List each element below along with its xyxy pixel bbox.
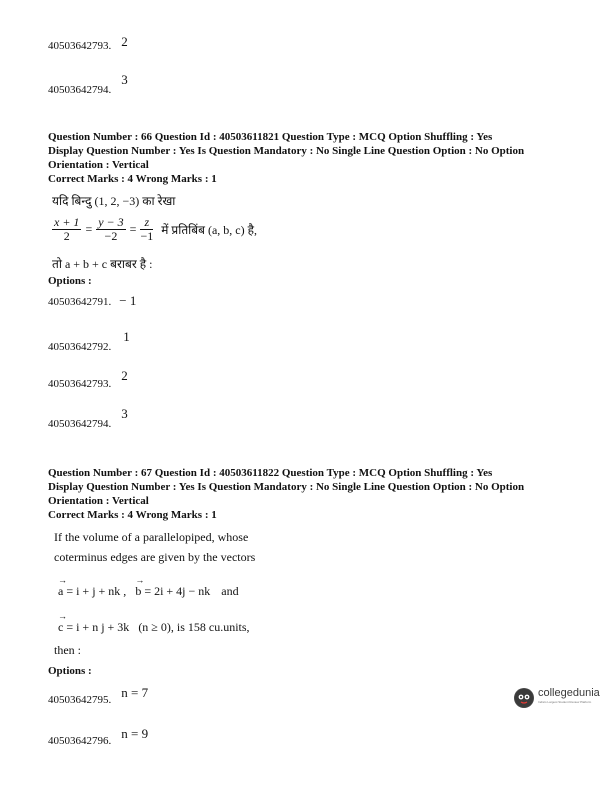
option-row[interactable] <box>48 370 128 388</box>
option-id: 40503642793. <box>48 40 112 52</box>
collegedunia-logo <box>514 688 610 712</box>
option-id: 40503642796. <box>48 735 112 747</box>
fraction <box>96 216 125 243</box>
header-line: Question Number : 66 Question Id : 40503611821 Question Type : MCQ Option Shuffling : Yes <box>48 131 493 143</box>
marks-line: Correct Marks : 4 Wrong Marks : 1 <box>48 509 217 521</box>
numerator: y − 3 <box>98 215 124 229</box>
denominator: 2 <box>63 229 70 243</box>
question-66-header <box>48 130 588 186</box>
condition-text: (n ≥ 0), is 158 cu.units, <box>138 620 250 634</box>
question-67-text-line2: coterminus edges are given by the vectors <box>54 550 256 564</box>
question-67-text-line1: If the volume of a parallelopiped, whose <box>54 530 249 544</box>
option-id: 40503642791. <box>48 296 112 308</box>
logo-brand: collegedunia <box>538 688 600 699</box>
option-value: 3 <box>121 406 128 421</box>
option-value: 3 <box>121 72 128 87</box>
question-66-text-line3: तो a + b + c बराबर है : <box>52 257 153 271</box>
mascot-icon <box>514 688 534 708</box>
denominator: −2 <box>104 229 118 243</box>
option-value: 2 <box>121 34 128 49</box>
option-row <box>48 36 128 54</box>
option-id: 40503642795. <box>48 694 112 706</box>
header-line: Display Question Number : Yes Is Question Mandatory : No Single Line Question Option : No Option <box>48 481 525 493</box>
denominator: −1 <box>140 229 154 243</box>
option-value: − 1 <box>119 293 137 308</box>
option-id: 40503642794. <box>48 84 112 96</box>
vector-c: → c <box>58 611 67 634</box>
option-value: 2 <box>121 368 128 383</box>
question-67-then: then : <box>54 643 81 657</box>
question-66-text-line1: यदि बिन्दु (1, 2, −3) का रेखा <box>52 194 176 208</box>
question-67-vector-c <box>58 611 250 635</box>
numerator: x + 1 <box>54 215 80 229</box>
options-label: Options : <box>48 275 92 287</box>
option-row[interactable] <box>48 725 149 747</box>
and-text: and <box>221 584 239 598</box>
option-id: 40503642792. <box>48 341 112 353</box>
option-value: n = 9 <box>121 726 149 741</box>
fraction <box>52 216 81 243</box>
marks-line: Correct Marks : 4 Wrong Marks : 1 <box>48 173 217 185</box>
header-line: Question Number : 67 Question Id : 40503611822 Question Type : MCQ Option Shuffling : Yes <box>48 467 493 479</box>
header-line: Orientation : Vertical <box>48 159 149 171</box>
question-67-header <box>48 466 588 522</box>
equals-sign: = <box>129 222 137 236</box>
vector-symbol: a <box>58 584 64 598</box>
option-id: 40503642793. <box>48 378 112 390</box>
vector-b-expression: = 2i + 4j − nk <box>141 584 211 598</box>
option-value: 1 <box>123 329 130 344</box>
options-label: Options : <box>48 665 92 677</box>
question-67-vectors-ab <box>58 575 239 599</box>
vector-c-expression: = i + n j + 3k <box>63 620 130 634</box>
vector-symbol: b <box>135 584 142 598</box>
header-line: Orientation : Vertical <box>48 495 149 507</box>
equals-sign: = <box>85 222 93 236</box>
option-value: n = 7 <box>121 685 149 700</box>
numerator: z <box>140 216 153 230</box>
vector-a-expression: = i + j + nk , <box>63 584 127 598</box>
vector-symbol: c <box>58 620 64 634</box>
option-row[interactable] <box>48 406 128 430</box>
logo-tagline: India's Largest Student Review Platform <box>538 700 592 704</box>
question-66-equation <box>52 216 257 243</box>
header-line: Display Question Number : Yes Is Question Mandatory : No Single Line Question Option : No Option <box>48 145 525 157</box>
equation-trailing-text: में प्रतिबिंब (a, b, c) है, <box>161 223 257 237</box>
fraction <box>140 216 153 243</box>
vector-b: → b <box>135 575 145 598</box>
option-row[interactable] <box>48 292 136 310</box>
vector-a: → a <box>58 575 67 598</box>
option-row <box>48 72 128 96</box>
option-row[interactable] <box>48 684 149 706</box>
option-id: 40503642794. <box>48 418 112 430</box>
option-row[interactable] <box>48 328 130 353</box>
